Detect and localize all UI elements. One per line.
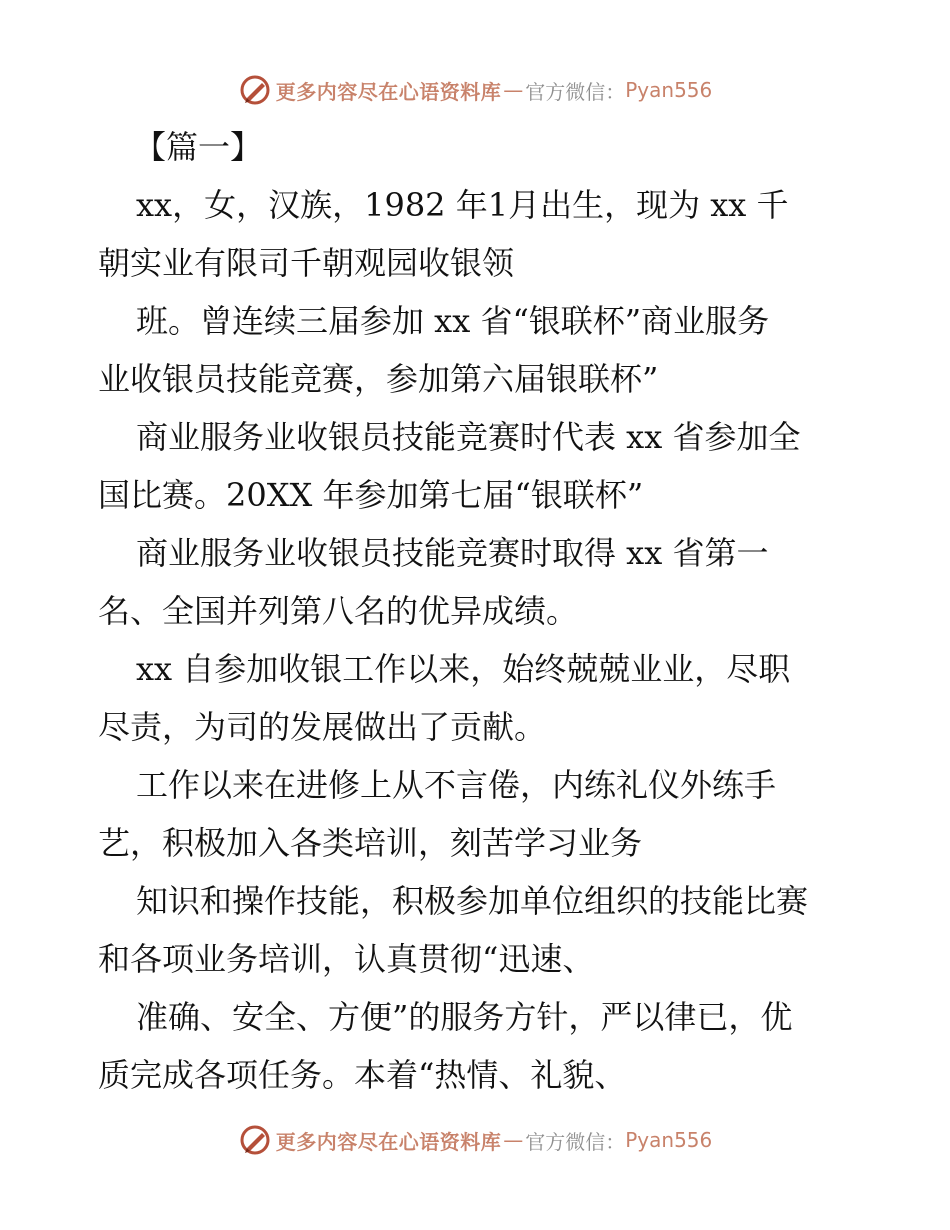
text-line: 商业服务业收银员技能竞赛时取得 xx 省第一: [136, 534, 769, 572]
text-line: 质完成各项任务。本着“热情、礼貌、: [98, 1056, 627, 1094]
header-watermark-banner: [0, 70, 950, 110]
banner-separator: —: [503, 78, 524, 102]
text-line: 朝实业有限司千朝观园收银领: [98, 244, 515, 282]
banner-wechat-label: 官方微信：: [525, 79, 626, 104]
text-line: 业收银员技能竞赛，参加第六届银联杯”: [98, 360, 659, 398]
pen-logo-icon: [238, 1123, 272, 1157]
footer-watermark-banner: [0, 1120, 950, 1160]
text-line: xx 自参加收银工作以来，始终兢兢业业，尽职: [136, 650, 791, 688]
text-line: 国比赛。20XX 年参加第七届“银联杯”: [98, 476, 644, 514]
text-line: 准确、安全、方便”的服务方针，严以律已，优: [136, 998, 793, 1036]
banner-wechat-id: Pyan556: [625, 1128, 713, 1152]
text-line: 和各项业务培训，认真贯彻“迅速、: [98, 940, 595, 978]
banner-main-text: 更多内容尽在心语资料库: [275, 79, 502, 104]
banner-separator: —: [503, 1128, 524, 1152]
text-line: 尽责，为司的发展做出了贡献。: [98, 708, 547, 746]
banner-wechat-id: Pyan556: [625, 78, 713, 102]
text-line: 工作以来在进修上从不言倦，内练礼仪外练手: [136, 766, 777, 804]
banner-wechat-label: 官方微信：: [525, 1129, 626, 1154]
pen-logo-icon: [238, 73, 272, 107]
text-line: 知识和操作技能，积极参加单位组织的技能比赛: [136, 882, 809, 920]
text-line: 艺，积极加入各类培训，刻苦学习业务: [98, 824, 643, 862]
text-line: 名、全国并列第八名的优异成绩。: [98, 592, 579, 630]
text-line: 商业服务业收银员技能竞赛时代表 xx 省参加全: [136, 418, 801, 456]
text-line: 班。曾连续三届参加 xx 省“银联杯”商业服务: [136, 302, 770, 340]
document-body: [98, 118, 858, 1104]
section-heading: 【篇一】: [134, 128, 263, 166]
text-line: xx，女，汉族，1982 年1月出生，现为 xx 千: [136, 186, 789, 224]
banner-main-text: 更多内容尽在心语资料库: [275, 1129, 502, 1154]
